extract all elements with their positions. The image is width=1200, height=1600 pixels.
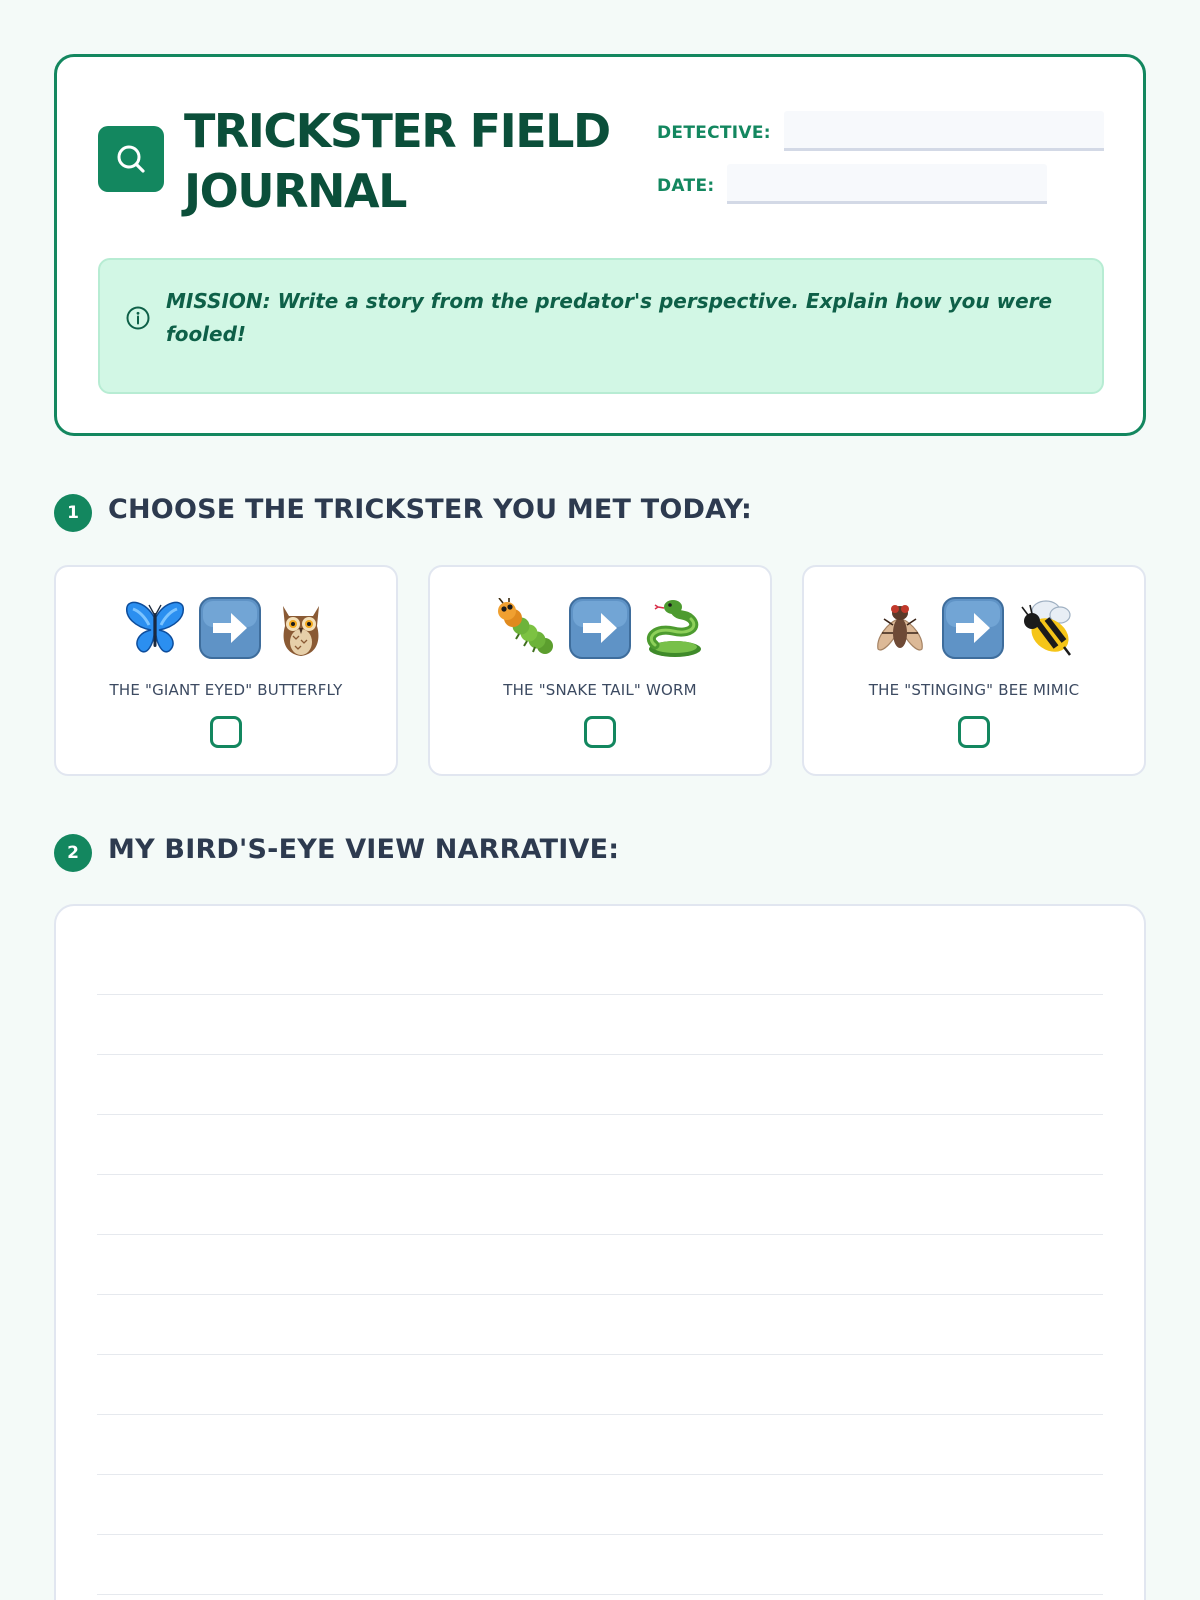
option-card-bee-mimic[interactable] (802, 565, 1146, 776)
mission-text: MISSION: Write a story from the predator's perspective. Explain how you were fooled! (166, 289, 1053, 346)
butterfly-icon (123, 597, 187, 659)
search-icon (98, 126, 164, 192)
section-title-narrative: MY BIRD'S-EYE VIEW NARRATIVE: (108, 834, 620, 865)
narrative-writing-area[interactable] (54, 904, 1146, 1600)
section-title-choose: CHOOSE THE TRICKSTER YOU MET TODAY: (108, 494, 753, 525)
date-label: DATE: (657, 176, 715, 196)
option-label: THE "SNAKE TAIL" WORM (503, 681, 697, 699)
writing-line (97, 1114, 1103, 1115)
writing-line (97, 1354, 1103, 1355)
option-card-worm[interactable] (428, 565, 772, 776)
option-label: THE "STINGING" BEE MIMIC (868, 681, 1080, 699)
option-card-butterfly[interactable] (54, 565, 398, 776)
mission-callout (98, 258, 1104, 394)
writing-line (97, 1294, 1103, 1295)
writing-line (97, 1054, 1103, 1055)
writing-line (97, 1534, 1103, 1535)
detective-label: DETECTIVE: (657, 123, 771, 143)
option-checkbox[interactable] (584, 716, 616, 748)
page-title: TRICKSTER FIELD JOURNAL (184, 104, 610, 218)
step-badge-2: 2 (54, 834, 92, 872)
arrow-right-icon (569, 597, 631, 659)
emoji-row (430, 593, 770, 663)
date-field[interactable] (727, 164, 1047, 204)
header-card (54, 54, 1146, 436)
writing-line (97, 1594, 1103, 1595)
snake-icon (643, 597, 707, 659)
detective-field[interactable] (784, 111, 1104, 151)
writing-line (97, 1174, 1103, 1175)
step-badge-1: 1 (54, 494, 92, 532)
caterpillar-icon (493, 598, 557, 658)
emoji-row (804, 593, 1144, 663)
fly-icon (870, 597, 930, 659)
arrow-right-icon (942, 597, 1004, 659)
bee-icon (1016, 597, 1078, 659)
option-label: THE "GIANT EYED" BUTTERFLY (109, 681, 343, 699)
option-checkbox[interactable] (958, 716, 990, 748)
owl-icon (273, 596, 329, 660)
option-checkbox[interactable] (210, 716, 242, 748)
writing-line (97, 1234, 1103, 1235)
writing-line (97, 1474, 1103, 1475)
info-icon (125, 305, 151, 335)
emoji-row (56, 593, 396, 663)
writing-line (97, 994, 1103, 995)
writing-line (97, 1414, 1103, 1415)
arrow-right-icon (199, 597, 261, 659)
